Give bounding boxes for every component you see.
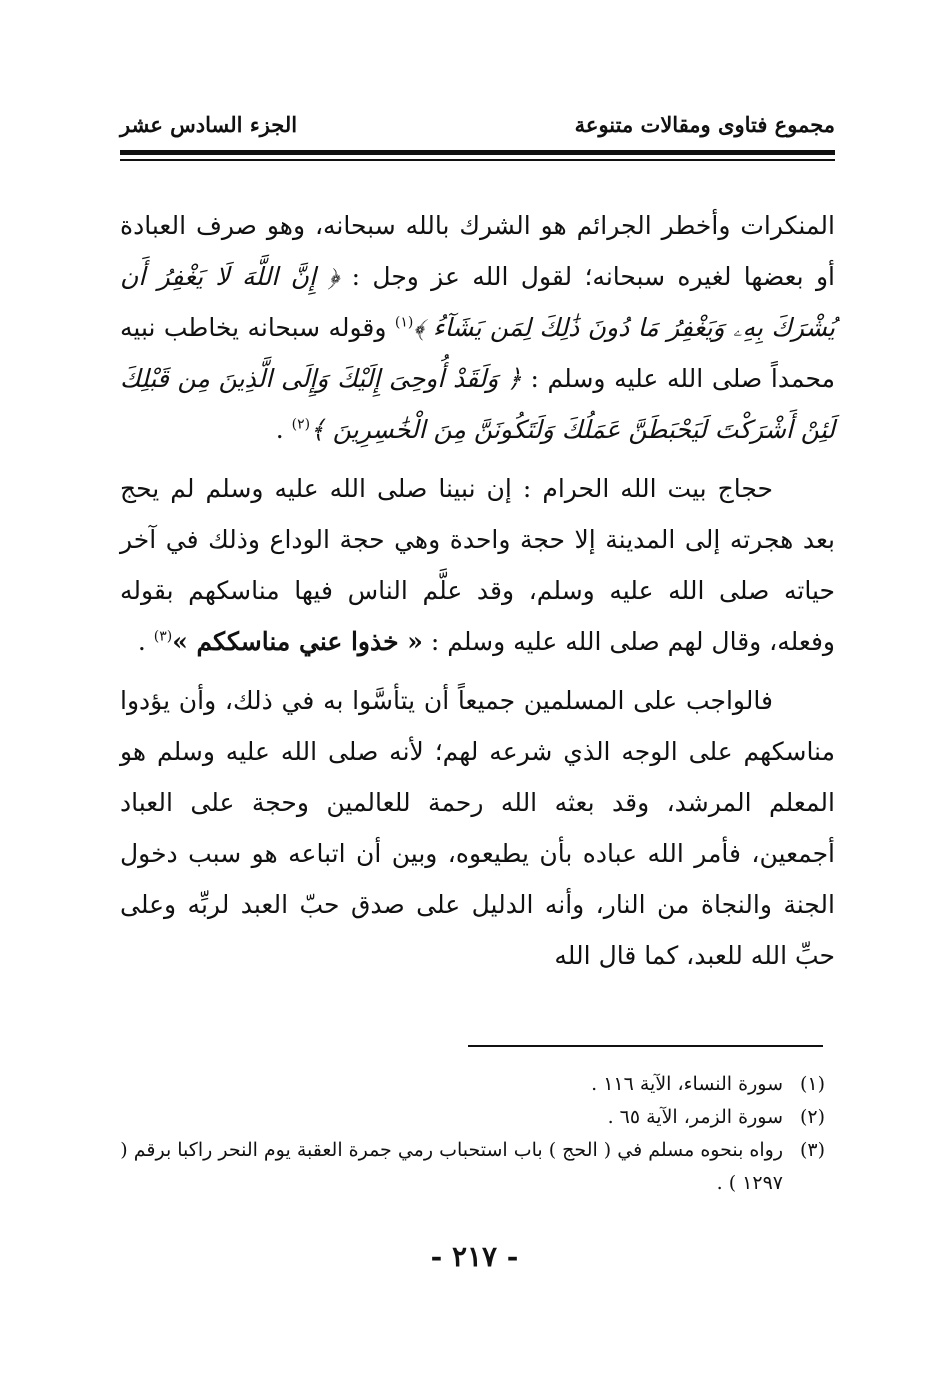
paragraph-2-end: . [137, 627, 154, 656]
footnote-text: سورة الزمر، الآية ٦٥ . [607, 1106, 783, 1128]
footnote-ref-1: (١) [394, 314, 414, 331]
footnote-number: (١) [799, 1073, 825, 1095]
hadith-quote: « خذوا عني مناسككم » [172, 627, 423, 656]
footnote-1 [115, 1068, 825, 1101]
footnote-ref-3: (٣) [153, 628, 173, 645]
footnote-number: (٣) [799, 1139, 825, 1161]
footnotes [115, 1068, 825, 1200]
footnote-2 [115, 1101, 825, 1134]
quran-verse-1: ﴿ إِنَّ اللَّهَ لَا يَغْفِرُ أَن يُشْرَكَ بِهِۦ وَيَغْفِرُ مَا دُونَ ذَٰلِكَ لِمَن يَشَآءُ ﴾ [120, 262, 835, 342]
main-text [120, 200, 835, 989]
paragraph-3-text: فالواجب على المسلمين جميعاً أن يتأسَّوا به في ذلك، وأن يؤدوا مناسكهم على الوجه الذي شرعه لهم؛ لأنه صلى الله عليه وسلم هو المعلم المرشد، وقد بعثه الله رحمة للعالمين وحجة على العباد أجمعين، فأمر الله عباده بأن يطيعوه، وبين أن اتباعه هو سبب دخول الجنة والنجاة من النار، وأنه الدليل على صدق حبّ العبد لربِّه وعلى حبِّ الله للعبد، كما قال الله [120, 686, 835, 970]
paragraph-1-middle: وقوله سبحانه يخاطب نبيه محمداً صلى الله عليه وسلم : [120, 313, 835, 393]
footnote-number: (٢) [799, 1106, 825, 1128]
running-header [120, 112, 835, 144]
paragraph-1-text: المنكرات وأخطر الجرائم هو الشرك بالله سبحانه، وهو صرف العبادة أو بعضها لغيره سبحانه؛ لقول الله عز وجل : [120, 211, 835, 291]
footnote-3 [115, 1134, 825, 1200]
quran-verse-2: ﴿ وَلَقَدْ أُوحِىَ إِلَيْكَ وَإِلَى الَّذِينَ مِن قَبْلِكَ لَئِنْ أَشْرَكْتَ لَيَحْبَطَنَّ عَمَلُكَ وَلَتَكُونَنَّ مِنَ الْخَٰسِرِينَ ﴾ [120, 364, 835, 444]
volume-label: الجزء السادس عشر [120, 112, 298, 137]
book-title: مجموع فتاوى ومقالات متنوعة [574, 112, 835, 137]
header-rule-thick [120, 150, 835, 155]
footnote-ref-2: (٢) [291, 416, 311, 433]
footnote-text: رواه بنحوه مسلم في ( الحج ) باب استحباب رمي جمرة العقبة يوم النحر راكبا برقم ( ١٢٩٧ ) . [120, 1139, 783, 1194]
paragraph-2 [120, 463, 835, 667]
paragraph-2-text: حجاج بيت الله الحرام : إن نبينا صلى الله عليه وسلم لم يحج بعد هجرته إلى المدينة إلا حجة واحدة وهي حجة الوداع وذلك في آخر حياته صلى الله عليه وسلم، وقد علَّم الناس فيها مناسكهم بقوله وفعله، وقال لهم صلى الله عليه وسلم : [120, 474, 835, 656]
footnote-text: سورة النساء، الآية ١١٦ . [591, 1073, 783, 1095]
paragraph-1 [120, 200, 835, 455]
paragraph-1-end: . [275, 415, 292, 444]
footnote-separator [468, 1045, 823, 1047]
header-rule-thin [120, 159, 835, 161]
paragraph-3 [120, 675, 835, 981]
page-number: - ٢١٧ - [430, 1240, 519, 1273]
